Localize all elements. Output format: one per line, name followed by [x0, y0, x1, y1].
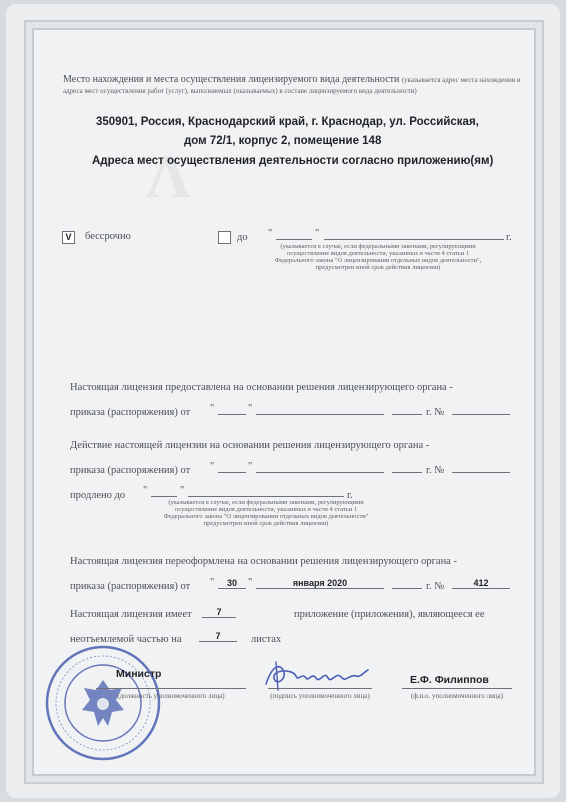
extended-text: Действие настоящей лицензии на основании решения лицензирующего органа - — [70, 440, 430, 451]
appendix-count-line — [202, 617, 236, 618]
reissue-year-line — [392, 588, 422, 589]
appendix-count: 7 — [216, 607, 222, 617]
unlimited-checkbox[interactable]: V — [62, 231, 75, 244]
document-sheet — [6, 4, 560, 798]
quote-close-3: " — [248, 461, 253, 472]
prolonged-label: продлено до — [70, 490, 126, 501]
order-1-day-line — [218, 414, 246, 415]
order-2-no-label: г. № — [426, 465, 445, 476]
prolong-year-suffix: г. — [347, 490, 353, 501]
quote-open: " — [268, 228, 273, 239]
official-seal-stamp — [44, 644, 162, 762]
order-2-day-line — [218, 472, 246, 473]
quote-close-4: " — [180, 485, 185, 496]
address-line-2: дом 72/1, корпус 2, помещение 148 — [184, 135, 382, 147]
until-date-line — [324, 239, 504, 240]
quote-open-4: " — [143, 485, 148, 496]
appendix-sheets-line — [199, 641, 237, 642]
signer-name: Е.Ф. Филиппов — [410, 674, 489, 686]
appendix-text-1: Настоящая лицензия имеет — [70, 609, 192, 620]
reissue-day: 30 — [226, 578, 237, 588]
prolong-day-line — [151, 496, 177, 497]
position-line — [96, 688, 246, 689]
order-1-month-line — [256, 414, 384, 415]
appendix-text-3: неотъемлемой частью на — [70, 634, 182, 645]
signer-position: Министр — [116, 668, 162, 680]
reissue-no-line — [452, 588, 510, 589]
reissue-month-line — [256, 588, 384, 589]
appendix-sheets: 7 — [215, 631, 221, 641]
name-line — [402, 688, 512, 689]
reissue-number: 412 — [473, 578, 489, 588]
location-note: (указывается адрес места нахождения и адреса мест осуществления работ (услуг), выполняемых (оказываемых) в составе лицензируемого вида деятельности) — [63, 76, 521, 95]
position-caption: (должность уполномоченного лица) — [117, 692, 225, 700]
quote-open-2: " — [210, 403, 215, 414]
order-label-3: приказа (распоряжения) от — [70, 581, 191, 592]
until-day-line — [276, 239, 312, 240]
signature-caption: (подпись уполномоченного лица) — [270, 692, 370, 700]
order-label-2: приказа (распоряжения) от — [70, 465, 191, 476]
term-caption: (указывается в случае, если федеральными законами, регулирующими осуществление видов деятельности, указанных в части 4 статьи 1 Федерального закона "О лицензировании отдельных видов деятельности", предусмотрен иной срок действия лицензии) — [274, 243, 482, 271]
appendix-text-2: приложение (приложения), являющееся ее — [294, 609, 485, 620]
address-line-3: Адреса мест осуществления деятельности согласно приложению(ям) — [92, 155, 494, 167]
quote-close: " — [315, 228, 320, 239]
order-2-no-line — [452, 472, 510, 473]
name-caption: (ф.и.о. уполномоченного лица) — [410, 692, 504, 700]
reissue-day-line — [218, 588, 246, 589]
reissued-text: Настоящая лицензия переоформлена на основании решения лицензирующего органа - — [70, 556, 457, 567]
location-title: Место нахождения и места осуществления лицензируемого вида деятельности (указывается адрес места нахождения и адреса мест осуществления работ (услуг), выполняемых (оказываемых) в составе лицензируемого вида деятельности) — [63, 74, 521, 95]
address-line-1: 350901, Россия, Краснодарский край, г. Краснодар, ул. Российская, — [96, 116, 479, 128]
granted-text: Настоящая лицензия предоставлена на основании решения лицензирующего органа - — [70, 382, 453, 393]
reissue-no-label: г. № — [426, 581, 445, 592]
order-1-no-line — [452, 414, 510, 415]
reissue-month: января 2020 — [292, 578, 348, 588]
quote-close-5: " — [248, 577, 253, 588]
order-2-month-line — [256, 472, 384, 473]
handwritten-signature — [262, 658, 372, 692]
quote-open-3: " — [210, 461, 215, 472]
order-2-year-line — [392, 472, 422, 473]
order-1-no-label: г. № — [426, 407, 445, 418]
prolong-caption: (указывается в случае, если федеральными законами, регулирующими осуществление видов деятельности, указанных в части 4 статьи 1 Федерального закона "О лицензировании отдельных видов деятельности" предусмотрен иной срок действия лицензии) — [163, 499, 369, 527]
watermark-emblem: Λ — [146, 143, 193, 211]
order-label-1: приказа (распоряжения) от — [70, 407, 191, 418]
unlimited-label: бессрочно — [85, 231, 131, 242]
appendix-text-4: листах — [251, 634, 282, 645]
quote-open-5: " — [210, 577, 215, 588]
until-year-suffix: г. — [506, 232, 512, 243]
prolong-date-line — [188, 496, 344, 497]
until-label: до — [237, 232, 248, 243]
order-1-year-line — [392, 414, 422, 415]
quote-close-2: " — [248, 403, 253, 414]
signature-line — [268, 688, 372, 689]
until-checkbox[interactable] — [218, 231, 231, 244]
